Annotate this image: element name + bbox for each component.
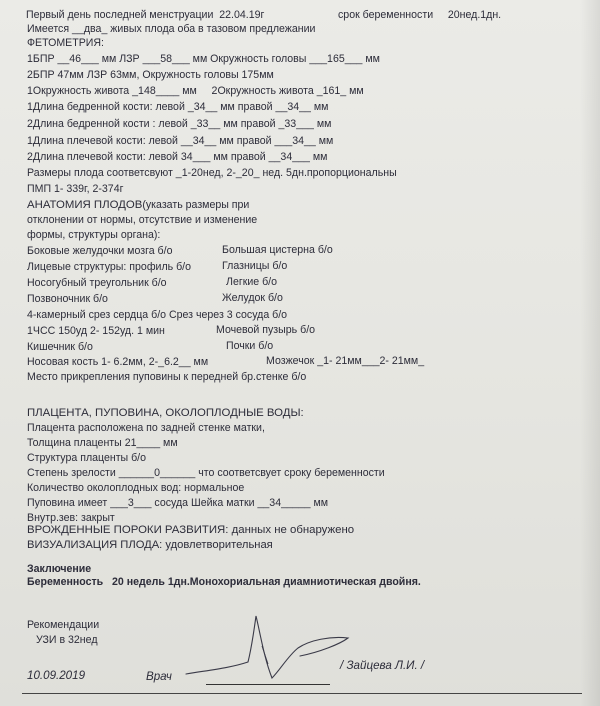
head1-label: мм Окружность головы — [192, 53, 307, 65]
femur2-left: 33 — [196, 118, 209, 130]
visualization: ВИЗУАЛИЗАЦИЯ ПЛОДА: удовлетворительная — [27, 539, 273, 551]
bpr2-row: 2БПР 47мм ЛЗР 63мм, Окружность головы 175мм — [27, 69, 274, 81]
humerus2-mid: мм правой — [213, 151, 266, 163]
femur2-mid: мм правой — [223, 118, 276, 130]
femur2-right: 33 — [284, 118, 297, 130]
placenta-thickness-row: Толщина плаценты 21____ мм — [27, 437, 178, 449]
term-label: срок беременности — [338, 9, 434, 21]
internal-os: Внутр.зев: закрыт — [27, 512, 115, 524]
anatomy-note-1: (указать размеры при — [142, 199, 250, 211]
recommendations-title: Рекомендации — [27, 619, 100, 631]
humerus2-right: 34 — [280, 151, 293, 163]
term-row — [338, 9, 501, 22]
conclusion-text: 20 недель 1дн.Монохориальная диамниотическая двойня. — [112, 576, 421, 588]
anatomy-title-row — [27, 199, 249, 212]
orbits: Глазницы б/о — [222, 260, 288, 272]
placenta-thickness-label: Толщина плаценты — [27, 437, 122, 449]
cord-label: Пуповина имеет — [27, 497, 108, 509]
heart-views: 4-камерный срез сердца б/о Срез через 3 сосуда б/о — [27, 309, 288, 321]
size-row: Размеры плода соответсвуют _1-20нед, 2-_20_ нед. 5дн.пропорциональны — [27, 167, 397, 179]
cervix-unit: мм — [313, 497, 329, 509]
stomach: Желудок б/о — [222, 292, 283, 304]
femur1-row: 1Длина бедренной кости: левой _34__ мм правой __34__ мм — [27, 101, 329, 113]
femur1-label: 1Длина бедренной кости: левой — [27, 101, 185, 113]
lzr1-label: мм ЛЗР — [101, 53, 140, 65]
cerebellum-value-2: 2- 21мм — [379, 355, 419, 367]
anatomy-note-3: формы, структуры органа): — [27, 229, 161, 241]
intestine: Кишечник б/о — [27, 341, 93, 353]
placenta-location: Плацента расположена по задней стенке матки, — [27, 422, 265, 434]
heart-rate: 1ЧСС 150уд 2- 152уд. 1 мин — [27, 325, 165, 337]
lmp-row — [26, 9, 264, 22]
amniotic-fluid: Количество околоплодных вод: нормальное — [27, 482, 245, 494]
placenta-title: ПЛАЦЕНТА, ПУПОВИНА, ОКОЛОПЛОДНЫЕ ВОДЫ: — [27, 407, 304, 419]
humerus1-row: 1Длина плечевой кости: левой __34__ мм правой ___34__ мм — [27, 135, 334, 147]
term-value: 20нед.1дн. — [447, 9, 502, 21]
weight-row: ПМП 1- 339г, 2-374г — [27, 183, 124, 195]
cervix-value: 34 — [269, 497, 282, 509]
femur1-right: 34 — [287, 101, 300, 113]
conclusion-row — [27, 576, 421, 589]
maturity-note: что соответсвует сроку беременности — [198, 467, 385, 479]
report-date: 10.09.2019 — [27, 669, 86, 682]
humerus1-right: 34 — [292, 135, 305, 147]
femur2-unit: мм — [316, 118, 332, 130]
placenta-structure: Структура плаценты б/о — [27, 452, 147, 464]
femur1-unit: мм — [313, 101, 329, 113]
nasal-bone-unit: мм — [193, 356, 209, 368]
congenital-defects: ВРОЖДЕННЫЕ ПОРОКИ РАЗВИТИЯ: данных не обнаружено — [27, 524, 355, 536]
size-suffix: нед. 5дн.пропорциональны — [262, 167, 397, 179]
bpr1-label: 1БПР — [27, 53, 55, 65]
abdomen-row: 1Окружность живота _148____ мм 2Окружность живота _161_ мм — [27, 85, 364, 97]
femur1-mid: мм правой — [220, 101, 273, 113]
femur2-label: 2Длина бедренной кости : левой — [27, 118, 188, 130]
humerus1-label: 1Длина плечевой кости: левой — [27, 135, 178, 147]
abd2-unit: мм — [349, 85, 364, 97]
size-value-2: 20 — [241, 167, 254, 179]
spine: Позвоночник б/о — [27, 293, 108, 305]
fetus-row: Имеется __два_ живых плода оба в тазовом предлежании — [27, 23, 316, 35]
cord-insertion: Место прикрепления пуповины к передней бр.стенке б/о — [27, 371, 307, 383]
size-label: Размеры плода соответсвуют — [27, 167, 173, 179]
femur2-row: 2Длина бедренной кости : левой _33__ мм правой _33___ мм — [27, 118, 332, 130]
nasal-bone-label: Носовая кость 1- 6.2мм, 2- — [27, 356, 159, 368]
cerebellum-label: Мозжечок — [266, 355, 315, 367]
humerus2-row: 2Длина плечевой кости: левой 34___ мм правой __34___ мм — [27, 151, 328, 163]
bladder: Мочевой пузырь б/о — [216, 324, 316, 336]
humerus2-label: 2Длина плечевой кости: левой 34 — [27, 151, 193, 163]
head1-unit: мм — [365, 53, 380, 65]
humerus1-mid: мм правой — [219, 135, 272, 147]
abd1-value: 148 — [138, 85, 156, 97]
humerus1-unit: мм — [318, 135, 334, 147]
cerebellum-row: Мозжечок _1- 21мм___2- 21мм_ — [266, 355, 425, 367]
conclusion-label: Беременность — [27, 576, 104, 588]
fetus-post: живых плода оба в тазовом предлежании — [110, 23, 316, 35]
abd1-unit: мм — [182, 85, 197, 97]
fetometry-title: ФЕТОМЕТРИЯ: — [27, 37, 104, 49]
head1-value: 165 — [327, 53, 345, 65]
humerus1-left: 34 — [192, 135, 205, 147]
nasal-bone-value-2: 6.2 — [164, 356, 179, 368]
conclusion-title: Заключение — [27, 563, 92, 575]
bottom-rule — [22, 693, 582, 694]
nasal-bone-row: Носовая кость 1- 6.2мм, 2-_6.2__ мм — [27, 356, 209, 368]
cerebellum-value-1: 1- 21мм — [323, 355, 362, 367]
cord-row: Пуповина имеет ___3___ сосуда Шейка матки __34_____ мм — [27, 497, 329, 509]
abd1-label: 1Окружность живота — [27, 85, 130, 97]
size-value-1: 1-20нед, 2- — [181, 167, 236, 179]
bpr1-value: 46 — [69, 53, 82, 65]
nasolabial-triangle: Носогубный треугольник б/о — [27, 277, 167, 289]
recommendations-text: УЗИ в 32нед — [36, 634, 98, 646]
doctor-name: / Зайцева Л.И. / — [340, 659, 425, 672]
maturity-value: 0 — [154, 467, 160, 479]
lungs: Легкие б/о — [226, 276, 277, 288]
kidneys: Почки б/о — [226, 340, 274, 352]
lateral-ventricles: Боковые желудочки мозга б/о — [27, 245, 173, 257]
femur1-left: 34 — [193, 101, 206, 113]
maturity-row: Степень зрелости ______0______ что соответсвует сроку беременности — [27, 467, 385, 479]
placenta-thickness-unit: мм — [163, 437, 178, 449]
doctor-label: Врач — [146, 670, 172, 683]
facial-structures: Лицевые структуры: профиль б/о — [27, 261, 192, 273]
anatomy-title: АНАТОМИЯ ПЛОДОВ — [27, 199, 143, 211]
abd2-value: 161 — [322, 85, 341, 97]
handwritten-signature — [180, 612, 400, 692]
fetus-count: два — [83, 23, 102, 35]
cervix-label: сосуда Шейка матки — [154, 497, 255, 509]
lmp-date: 22.04.19г — [219, 9, 265, 21]
humerus2-unit: мм — [312, 151, 328, 163]
bpr1-row: 1БПР __46___ мм ЛЗР ___58___ мм Окружность головы ___165___ мм — [27, 53, 380, 65]
maturity-label: Степень зрелости — [27, 467, 116, 479]
cord-vessels: 3 — [127, 497, 134, 509]
placenta-thickness-value: 21 — [124, 437, 137, 449]
lzr1-value: 58 — [160, 53, 173, 65]
lmp-label: Первый день последней менструации — [26, 9, 214, 21]
anatomy-note-2: отклонении от нормы, отсутствие и изменение — [27, 214, 258, 226]
fetus-pre: Имеется — [27, 23, 70, 35]
cisterna-magna: Большая цистерна б/о — [222, 244, 333, 256]
abd2-label: 2Окружность живота — [211, 85, 314, 97]
